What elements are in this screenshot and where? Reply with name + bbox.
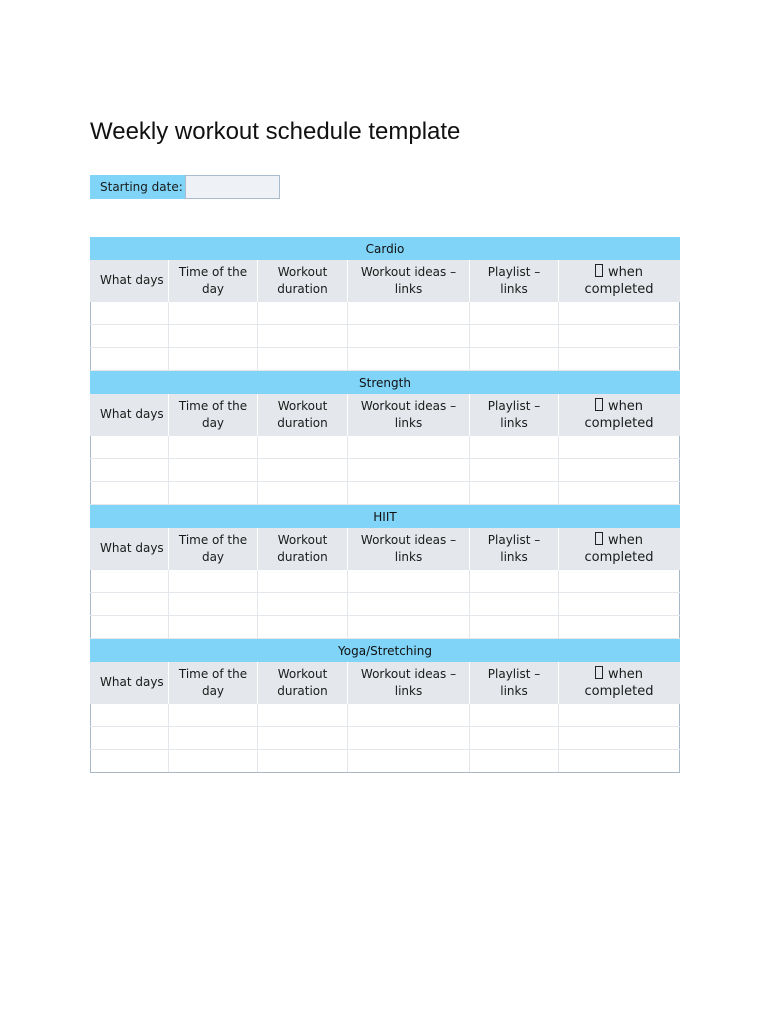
table-cell[interactable] — [559, 348, 680, 371]
starting-date-label: Starting date: — [90, 175, 185, 199]
table-cell[interactable] — [91, 325, 169, 348]
table-cell[interactable] — [559, 704, 680, 727]
table-cell[interactable] — [559, 482, 680, 505]
column-header-row — [91, 394, 680, 436]
workout-schedule-table — [90, 237, 680, 773]
table-cell[interactable] — [169, 348, 258, 371]
table-row — [91, 302, 680, 325]
column-header: What days — [91, 662, 169, 704]
table-cell[interactable] — [169, 459, 258, 482]
table-cell[interactable] — [169, 436, 258, 459]
checkbox-icon — [595, 398, 603, 411]
column-header-row — [91, 528, 680, 570]
table-cell[interactable] — [91, 570, 169, 593]
table-cell[interactable] — [470, 436, 559, 459]
table-cell[interactable] — [91, 593, 169, 616]
table-cell[interactable] — [348, 482, 470, 505]
column-header-label: when completed — [584, 666, 654, 699]
section-header-row — [91, 371, 680, 395]
table-cell[interactable] — [169, 704, 258, 727]
column-header: Workout duration — [258, 394, 348, 436]
column-header: Time of the day — [169, 528, 258, 570]
table-cell[interactable] — [559, 727, 680, 750]
page-title: Weekly workout schedule template — [90, 118, 461, 145]
column-header-label: when completed — [584, 532, 654, 565]
table-row — [91, 570, 680, 593]
table-cell[interactable] — [470, 302, 559, 325]
table-cell[interactable] — [348, 750, 470, 773]
column-header: What days — [91, 528, 169, 570]
column-header: Playlist – links — [470, 260, 559, 302]
checkbox-icon — [595, 264, 603, 277]
column-header — [559, 528, 680, 570]
column-header — [559, 394, 680, 436]
section-title: Cardio — [91, 237, 680, 260]
table-row — [91, 750, 680, 773]
table-cell[interactable] — [348, 727, 470, 750]
column-header: Playlist – links — [470, 662, 559, 704]
table-cell[interactable] — [559, 459, 680, 482]
column-header-label: when completed — [584, 398, 654, 431]
section-title: Yoga/Stretching — [91, 639, 680, 663]
table-cell[interactable] — [91, 302, 169, 325]
table-cell[interactable] — [169, 302, 258, 325]
table-cell[interactable] — [348, 436, 470, 459]
table-cell[interactable] — [91, 750, 169, 773]
column-header: Workout ideas – links — [348, 528, 470, 570]
table-cell[interactable] — [169, 616, 258, 639]
table-cell[interactable] — [470, 727, 559, 750]
table-cell[interactable] — [258, 616, 348, 639]
column-header — [559, 260, 680, 302]
column-header-row — [91, 662, 680, 704]
table-cell[interactable] — [91, 348, 169, 371]
table-cell[interactable] — [348, 704, 470, 727]
starting-date-field — [90, 175, 280, 199]
table-cell[interactable] — [169, 570, 258, 593]
table-cell[interactable] — [559, 302, 680, 325]
table-cell[interactable] — [559, 616, 680, 639]
table-row — [91, 482, 680, 505]
table-cell[interactable] — [258, 570, 348, 593]
section-header-row — [91, 639, 680, 663]
column-header: Workout ideas – links — [348, 662, 470, 704]
table-cell[interactable] — [470, 704, 559, 727]
table-cell[interactable] — [258, 436, 348, 459]
table-cell[interactable] — [559, 750, 680, 773]
table-cell[interactable] — [470, 593, 559, 616]
table-cell[interactable] — [169, 750, 258, 773]
checkbox-icon — [595, 532, 603, 545]
table-cell[interactable] — [470, 348, 559, 371]
column-header: Workout duration — [258, 260, 348, 302]
table-cell[interactable] — [559, 570, 680, 593]
table-row — [91, 704, 680, 727]
section-title: HIIT — [91, 505, 680, 529]
table-row — [91, 325, 680, 348]
table-cell[interactable] — [348, 348, 470, 371]
table-cell[interactable] — [470, 570, 559, 593]
table-row — [91, 593, 680, 616]
column-header: Time of the day — [169, 260, 258, 302]
table-cell[interactable] — [559, 436, 680, 459]
table-cell[interactable] — [258, 482, 348, 505]
table-cell[interactable] — [470, 482, 559, 505]
table-cell[interactable] — [348, 616, 470, 639]
table-cell[interactable] — [91, 616, 169, 639]
table-cell[interactable] — [348, 325, 470, 348]
table-cell[interactable] — [258, 750, 348, 773]
column-header — [559, 662, 680, 704]
table-cell[interactable] — [258, 593, 348, 616]
table-cell[interactable] — [258, 459, 348, 482]
table-cell[interactable] — [348, 302, 470, 325]
column-header: Workout duration — [258, 662, 348, 704]
table-cell[interactable] — [470, 459, 559, 482]
table-cell[interactable] — [91, 459, 169, 482]
table-cell[interactable] — [91, 436, 169, 459]
column-header: What days — [91, 260, 169, 302]
table-cell[interactable] — [348, 593, 470, 616]
section-header-row — [91, 237, 680, 260]
section-title: Strength — [91, 371, 680, 395]
table-cell[interactable] — [559, 593, 680, 616]
column-header: Time of the day — [169, 662, 258, 704]
column-header-label: when completed — [584, 264, 654, 297]
table-cell[interactable] — [91, 482, 169, 505]
checkbox-icon — [595, 666, 603, 679]
column-header: Playlist – links — [470, 528, 559, 570]
table-cell[interactable] — [559, 325, 680, 348]
table-cell[interactable] — [169, 482, 258, 505]
table-cell[interactable] — [470, 750, 559, 773]
table-row — [91, 436, 680, 459]
column-header-row — [91, 260, 680, 302]
table-cell[interactable] — [258, 727, 348, 750]
table-cell[interactable] — [258, 704, 348, 727]
column-header: Workout duration — [258, 528, 348, 570]
table-row — [91, 348, 680, 371]
section-header-row — [91, 505, 680, 529]
table-row — [91, 459, 680, 482]
table-cell[interactable] — [169, 727, 258, 750]
column-header: Playlist – links — [470, 394, 559, 436]
table-cell[interactable] — [91, 704, 169, 727]
table-row — [91, 727, 680, 750]
table-cell[interactable] — [169, 325, 258, 348]
table-cell[interactable] — [470, 616, 559, 639]
table-cell[interactable] — [91, 727, 169, 750]
table-cell[interactable] — [470, 325, 559, 348]
table-cell[interactable] — [258, 348, 348, 371]
table-cell[interactable] — [348, 570, 470, 593]
table-cell[interactable] — [258, 325, 348, 348]
table-cell[interactable] — [258, 302, 348, 325]
starting-date-input[interactable] — [185, 175, 280, 199]
column-header: Time of the day — [169, 394, 258, 436]
table-row — [91, 616, 680, 639]
column-header: Workout ideas – links — [348, 260, 470, 302]
column-header: Workout ideas – links — [348, 394, 470, 436]
table-cell[interactable] — [348, 459, 470, 482]
column-header: What days — [91, 394, 169, 436]
table-cell[interactable] — [169, 593, 258, 616]
